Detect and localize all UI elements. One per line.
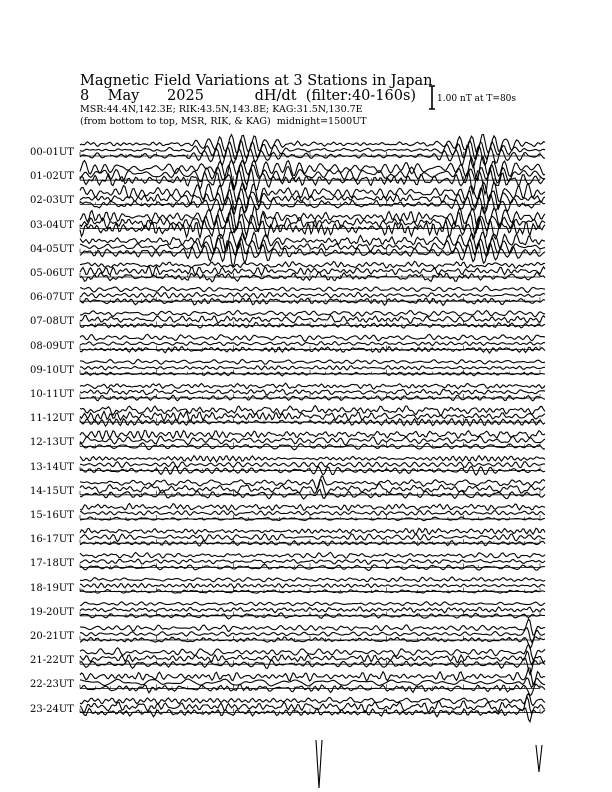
hour-label: 08-09UT: [30, 340, 74, 352]
trace-rik: [80, 534, 545, 542]
trace-rik: [80, 411, 545, 421]
hour-label: 22-23UT: [30, 679, 74, 691]
scale-bar-label: 1.00 nT at T=80s: [437, 94, 517, 104]
trace-kag: [80, 517, 545, 521]
filter-label: (filter:40-160s): [305, 88, 417, 104]
trace-kag: [80, 708, 545, 722]
hour-label: 06-07UT: [30, 292, 74, 304]
hour-baseline: [80, 588, 540, 592]
hour-label: 09-10UT: [30, 364, 74, 376]
chart-title: Magnetic Field Variations at 3 Stations in Japan: [80, 73, 433, 89]
trace-msr: [80, 503, 545, 510]
hour-label: 18-19UT: [30, 582, 74, 594]
hour-label: 12-13UT: [30, 437, 74, 449]
trace-msr: [80, 359, 545, 364]
spike-b: [536, 745, 542, 772]
stations-label: MSR:44.4N,142.3E; RIK:43.5N,143.8E; KAG:31.5N,130.7E: [80, 104, 363, 115]
trace-rik: [80, 607, 545, 613]
quantity-label: dH/dt: [254, 88, 297, 104]
midnight-label: midnight=1500UT: [276, 116, 367, 127]
hour-label: 05-06UT: [30, 268, 74, 279]
hour-label: 16-17UT: [30, 534, 74, 546]
scale-bar: [429, 86, 435, 109]
hour-baseline: [80, 394, 540, 398]
trace-kag: [80, 298, 545, 306]
hour-baseline: [80, 200, 540, 204]
trace-rik: [80, 341, 545, 345]
trace-rik: [80, 462, 545, 468]
hour-label: 11-12UT: [30, 413, 74, 425]
hour-baseline: [80, 442, 540, 446]
hour-label: 20-21UT: [30, 631, 74, 642]
date-month: May: [107, 88, 140, 104]
trace-msr: [80, 383, 545, 389]
trace-rik: [80, 583, 545, 588]
trace-kag: [80, 637, 545, 649]
hour-label: 19-20UT: [30, 606, 74, 618]
hour-label: 01-02UT: [30, 171, 74, 183]
trace-kag: [80, 168, 545, 194]
trace-rik: [80, 366, 545, 370]
trace-msr: [80, 668, 545, 685]
trace-msr: [80, 694, 545, 706]
trace-rik: [80, 678, 545, 688]
trace-kag: [80, 684, 545, 695]
hour-label: 02-03UT: [30, 195, 74, 207]
trace-rik: [80, 511, 545, 516]
hour-baseline: [80, 418, 540, 422]
trace-rik: [80, 389, 545, 396]
trace-msr: [80, 456, 545, 462]
order-note-text: (from bottom to top, MSR, RIK, & KAG): [80, 116, 271, 127]
trace-rik: [80, 436, 545, 445]
trace-msr: [80, 552, 545, 558]
trace-rik: [80, 293, 545, 299]
hour-label: 15-16UT: [30, 510, 74, 521]
trace-msr: [80, 602, 545, 606]
date-day: 8: [80, 88, 90, 104]
hour-baseline: [80, 152, 540, 156]
trace-msr: [80, 577, 545, 582]
hour-label: 04-05UT: [30, 243, 74, 255]
trace-rik: [80, 266, 545, 275]
hour-label: 21-22UT: [30, 655, 74, 667]
hour-label: 17-18UT: [30, 558, 74, 570]
spike-a: [316, 740, 322, 788]
hour-label: 14-15UT: [30, 485, 74, 497]
trace-msr: [80, 286, 545, 292]
trace-rik: [80, 559, 545, 564]
date-year: 2025: [167, 88, 204, 104]
trace-msr: [80, 528, 545, 534]
trace-msr: [80, 310, 545, 316]
hour-label: 03-04UT: [30, 219, 74, 231]
trace-kag: [80, 658, 545, 674]
hour-label: 07-08UT: [30, 316, 74, 328]
trace-msr: [80, 476, 545, 490]
hour-label: 13-14UT: [30, 461, 74, 473]
hour-label: 23-24UT: [30, 703, 74, 715]
hour-label: 10-11UT: [30, 389, 74, 400]
trace-msr: [80, 430, 545, 439]
trace-msr: [80, 334, 545, 341]
trace-rik: [80, 480, 545, 496]
hour-label: 00-01UT: [30, 147, 74, 158]
trace-rik: [80, 316, 545, 324]
